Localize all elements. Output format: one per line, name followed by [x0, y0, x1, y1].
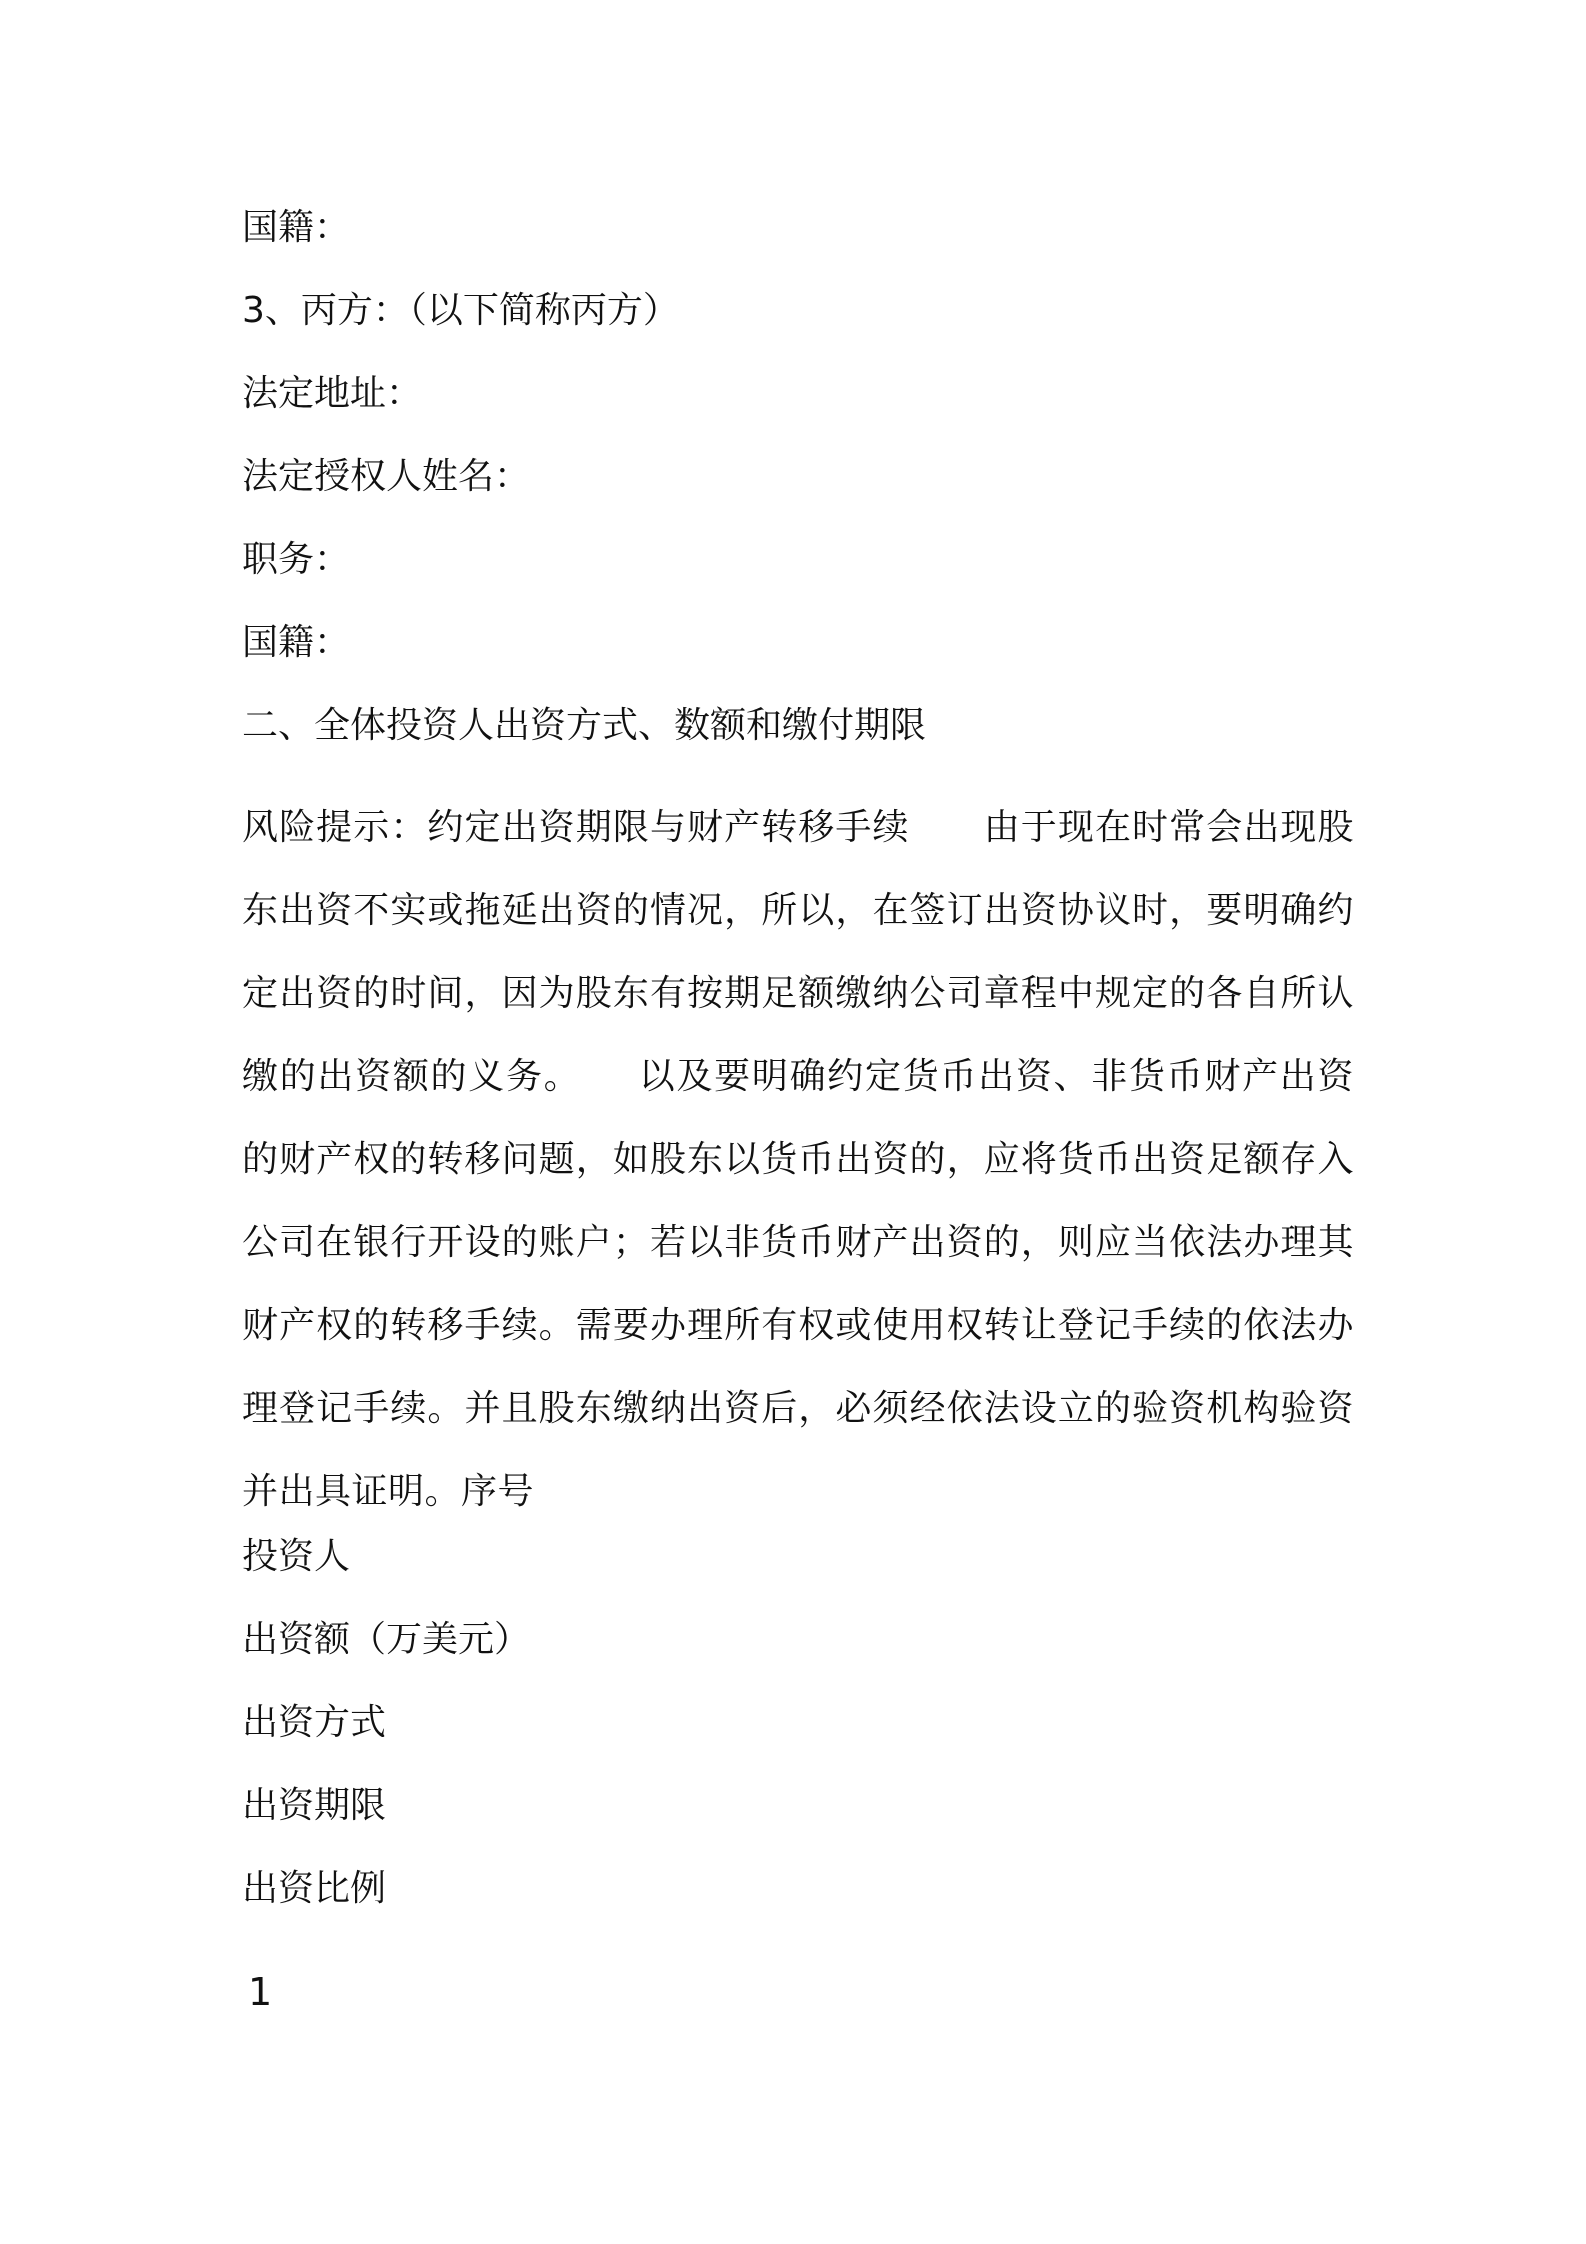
risk-warning-paragraph: 风险提示：约定出资期限与财产转移手续 由于现在时常会出现股东出资不实或拖延出资的情况，所以，在签订出资协议时，要明确约定出资的时间，因为股东有按期足额缴纳公司章程中规定的各自所认缴的出资额的义务。 以及要明确约定货币出资、非货币财产出资的财产权的转移问题，如股东以货币出资的，应将货币出资足额存入公司在银行开设的账户；若以非货币财产出资的，则应当依法办理其财产权的转移手续。需要办理所有权或使用权转让登记手续的依法办理登记手续。并且股东缴纳出资后，必须经依法设立的验资机构验资并出具证明。序号 — [242, 807, 1354, 1512]
table-header-investor: 投资人 — [242, 1536, 351, 1577]
party-c-heading: 3、丙方：（以下简称丙方） — [242, 290, 679, 331]
row-number: 1 — [248, 1970, 273, 2014]
table-header-amount: 出资额（万美元） — [242, 1619, 531, 1660]
table-header-method: 出资方式 — [242, 1702, 387, 1743]
table-header-deadline: 出资期限 — [242, 1785, 387, 1826]
position-label: 职务： — [242, 539, 351, 580]
nationality-label: 国籍： — [242, 207, 351, 248]
table-header-ratio: 出资比例 — [242, 1868, 387, 1909]
authorized-person-label: 法定授权人姓名： — [242, 456, 531, 497]
nationality-label-2: 国籍： — [242, 622, 351, 663]
legal-address-label: 法定地址： — [242, 373, 423, 414]
section-two-heading: 二、全体投资人出资方式、数额和缴付期限 — [242, 705, 927, 746]
